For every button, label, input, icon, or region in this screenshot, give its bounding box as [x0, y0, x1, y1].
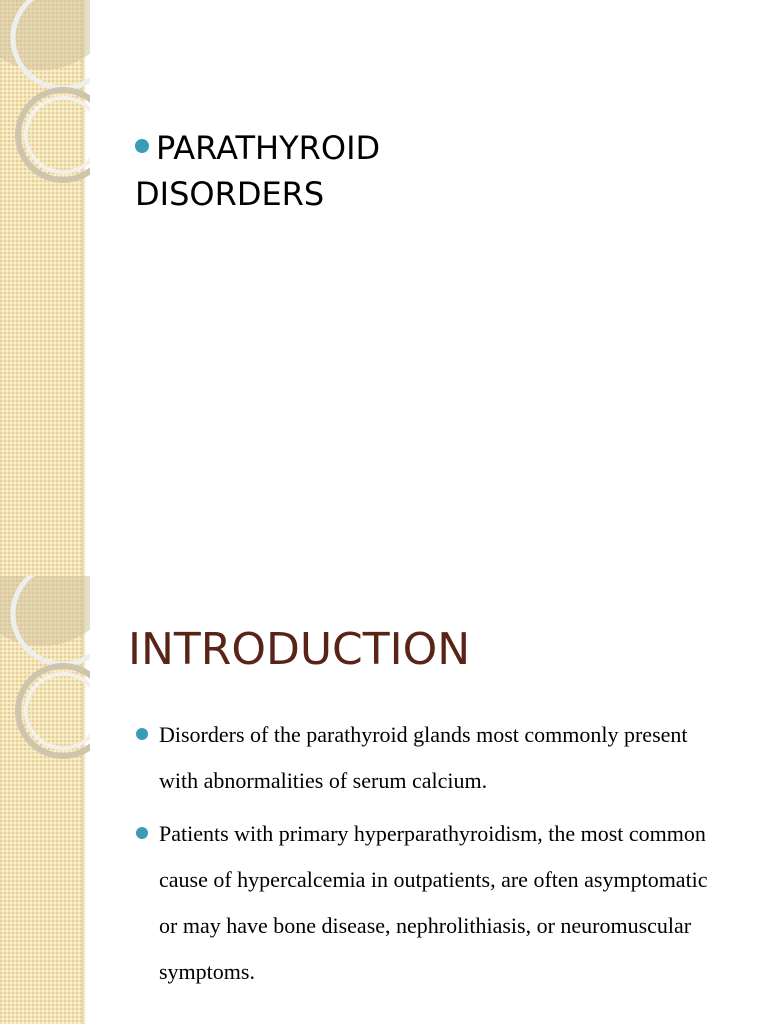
decorative-ring-icon: [0, 576, 90, 776]
list-item: [133, 712, 723, 804]
slide-title-text: [135, 125, 435, 217]
page-title: PARATHYROID DISORDERS: [135, 129, 381, 213]
bullet-list: [133, 712, 723, 1002]
section-heading: INTRODUCTION: [128, 624, 471, 675]
slide-introduction: [0, 576, 768, 1024]
bullet-text: Disorders of the parathyroid glands most commonly present with abnormalities of serum calcium.: [159, 722, 688, 793]
decorative-ring-icon: [0, 0, 90, 200]
bullet-dot-icon: [136, 728, 148, 740]
bullet-text: Patients with primary hyperparathyroidism, the most common cause of hypercalcemia in outpatients, are often asymptomatic or may have bone disease, nephrolithiasis, or neuromuscular symptoms.: [159, 821, 708, 984]
list-item: [133, 811, 723, 995]
bullet-dot-icon: [136, 827, 148, 839]
bullet-dot-icon: [135, 139, 149, 153]
